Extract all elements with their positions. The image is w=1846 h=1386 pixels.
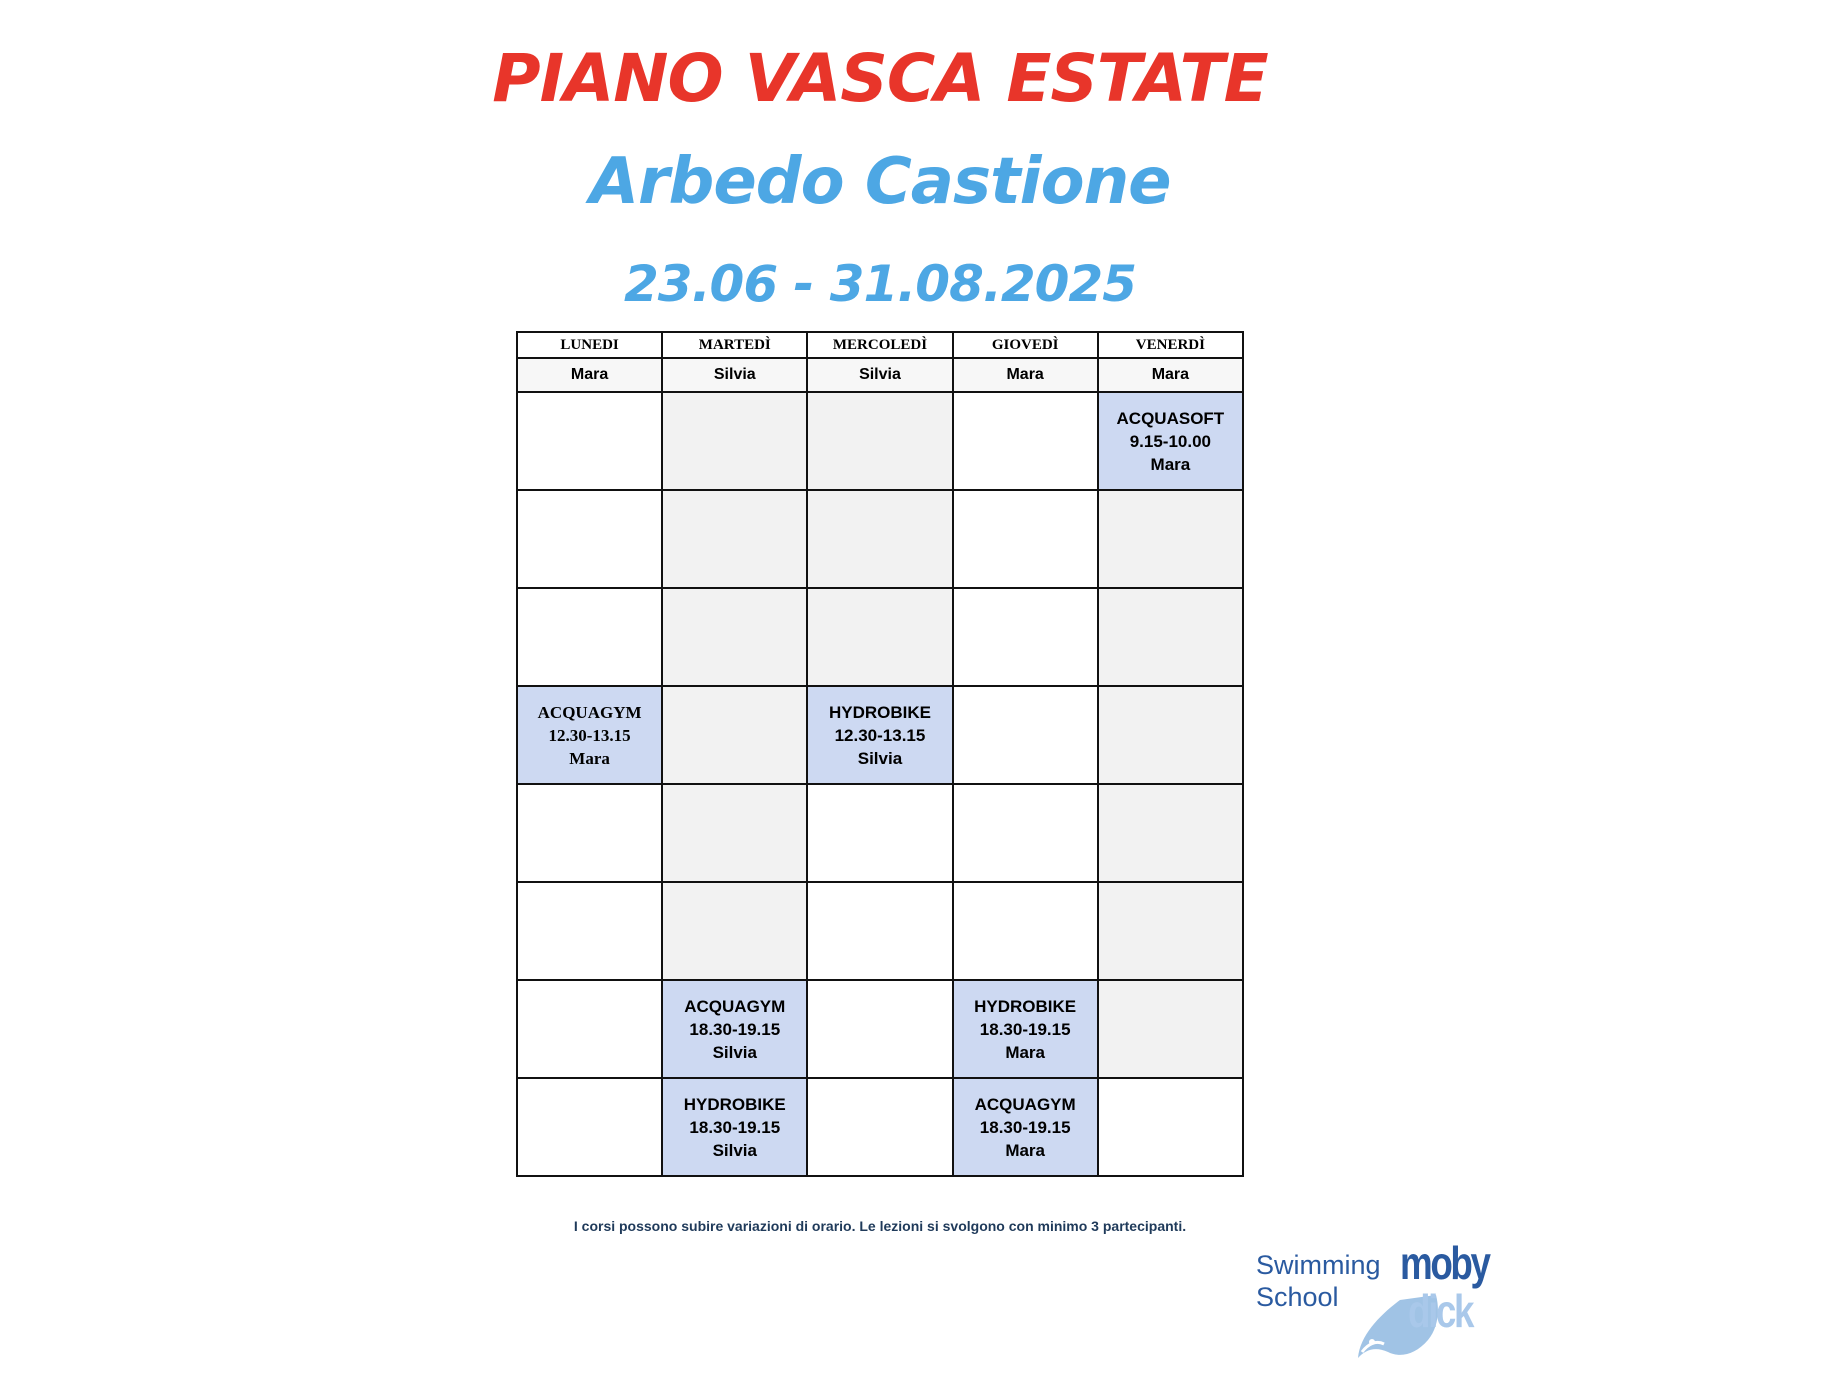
empty-slot	[517, 1078, 662, 1176]
empty-slot	[517, 784, 662, 882]
empty-slot	[517, 490, 662, 588]
empty-slot	[807, 588, 952, 686]
class-instructor: Mara	[569, 748, 610, 768]
day-header-wednesday: MERCOLEDÌ	[807, 332, 952, 358]
class-name: HYDROBIKE	[974, 996, 1077, 1016]
class-name: ACQUAGYM	[974, 1094, 1076, 1114]
empty-slot	[1098, 490, 1243, 588]
class-instructor: Mara	[1150, 454, 1191, 474]
footer-note: I corsi possono subire variazioni di orario. Le lezioni si svolgono con minimo 3 partecipanti.	[573, 1218, 1187, 1234]
swimming-school-logo	[1250, 1237, 1489, 1370]
class-name: ACQUASOFT	[1116, 408, 1225, 428]
instructor-tuesday: Silvia	[662, 358, 807, 392]
slot-row	[517, 980, 1243, 1078]
empty-slot	[807, 490, 952, 588]
day-header-thursday: GIOVEDÌ	[953, 332, 1098, 358]
class-instructor: Mara	[1005, 1140, 1045, 1160]
class-slot	[1098, 392, 1243, 490]
class-slot	[807, 686, 952, 784]
empty-slot	[807, 882, 952, 980]
days-row	[517, 332, 1243, 358]
empty-slot	[517, 882, 662, 980]
slot-row	[517, 686, 1243, 784]
day-header-friday: VENERDÌ	[1098, 332, 1243, 358]
empty-slot	[953, 588, 1098, 686]
empty-slot	[807, 980, 952, 1078]
empty-slot	[662, 686, 807, 784]
class-slot	[953, 980, 1098, 1078]
class-time: 18.30-19.15	[689, 1019, 781, 1039]
empty-slot	[953, 784, 1098, 882]
slot-row	[517, 882, 1243, 980]
instructor-friday: Mara	[1098, 358, 1243, 392]
class-slot	[953, 1078, 1098, 1176]
empty-slot	[517, 588, 662, 686]
class-time: 18.30-19.15	[689, 1117, 781, 1137]
schedule-table	[516, 331, 1244, 1177]
page-title: PIANO VASCA ESTATE	[492, 40, 1268, 117]
logo-brand-dick: dick	[1408, 1285, 1473, 1337]
instructor-monday: Mara	[517, 358, 662, 392]
empty-slot	[662, 392, 807, 490]
class-instructor: Silvia	[712, 1042, 757, 1062]
empty-slot	[953, 882, 1098, 980]
empty-slot	[1098, 882, 1243, 980]
empty-slot	[953, 490, 1098, 588]
slot-row	[517, 1078, 1243, 1176]
day-header-tuesday: MARTEDÌ	[662, 332, 807, 358]
slot-row	[517, 588, 1243, 686]
empty-slot	[953, 392, 1098, 490]
class-slot	[662, 980, 807, 1078]
empty-slot	[662, 588, 807, 686]
class-name: ACQUAGYM	[537, 702, 642, 722]
class-slot	[517, 686, 662, 784]
class-time: 12.30-13.15	[834, 725, 926, 745]
logo-line-swimming: Swimming	[1256, 1250, 1381, 1280]
empty-slot	[517, 980, 662, 1078]
instructor-thursday: Mara	[953, 358, 1098, 392]
class-time: 18.30-19.15	[979, 1019, 1071, 1039]
empty-slot	[1098, 686, 1243, 784]
class-name: ACQUAGYM	[684, 996, 786, 1016]
class-instructor: Mara	[1005, 1042, 1045, 1062]
class-name: HYDROBIKE	[828, 702, 931, 722]
instructors-row	[517, 358, 1243, 392]
class-instructor: Silvia	[857, 748, 903, 768]
empty-slot	[807, 1078, 952, 1176]
empty-slot	[807, 392, 952, 490]
empty-slot	[1098, 588, 1243, 686]
logo-line-school: School	[1256, 1282, 1339, 1312]
day-header-monday: LUNEDI	[517, 332, 662, 358]
empty-slot	[662, 490, 807, 588]
empty-slot	[953, 686, 1098, 784]
class-name: HYDROBIKE	[683, 1094, 786, 1114]
date-range: 23.06 - 31.08.2025	[623, 255, 1137, 313]
instructor-wednesday: Silvia	[807, 358, 952, 392]
empty-slot	[662, 784, 807, 882]
empty-slot	[807, 784, 952, 882]
logo-brand-moby: moby	[1400, 1237, 1489, 1289]
slot-row	[517, 490, 1243, 588]
class-time: 12.30-13.15	[548, 725, 631, 745]
empty-slot	[1098, 980, 1243, 1078]
empty-slot	[662, 882, 807, 980]
location-title: Arbedo Castione	[589, 145, 1171, 219]
empty-slot	[1098, 784, 1243, 882]
class-slot	[662, 1078, 807, 1176]
slot-row	[517, 392, 1243, 490]
class-instructor: Silvia	[712, 1140, 757, 1160]
empty-slot	[517, 392, 662, 490]
class-time: 9.15-10.00	[1129, 431, 1212, 451]
empty-slot	[1098, 1078, 1243, 1176]
class-time: 18.30-19.15	[979, 1117, 1071, 1137]
slot-row	[517, 784, 1243, 882]
